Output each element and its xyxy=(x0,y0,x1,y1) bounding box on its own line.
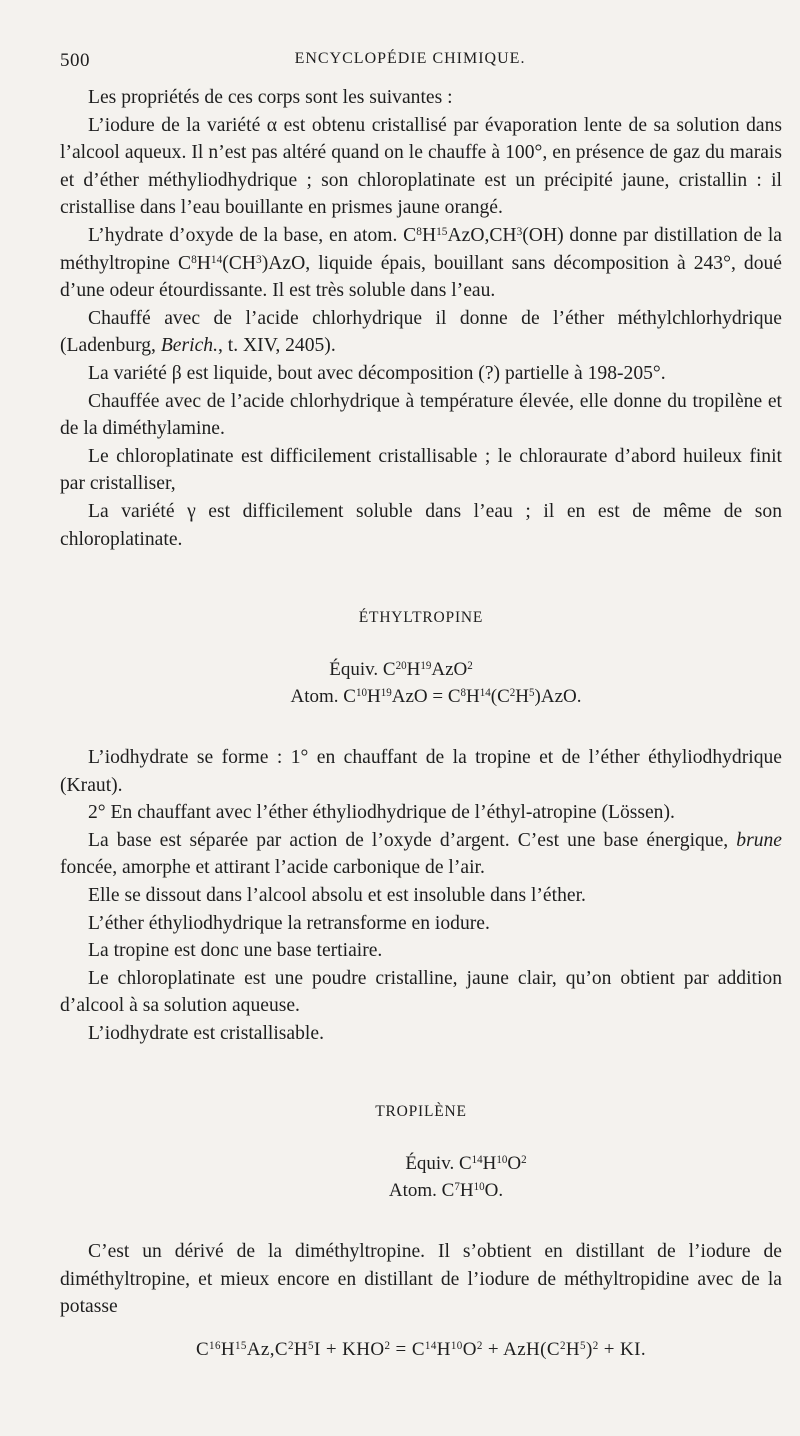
section-properties xyxy=(60,84,782,553)
equiv-formula: Équiv. $C^{20}H^{19}AzO^2$ xyxy=(329,659,473,680)
paragraph: 2° En chauffant avec l’éther éthyliodhydrique de l’éthyl-atropine (Lössen). xyxy=(88,802,675,824)
paragraph: Le chloroplatinate est difficilement cristallisable ; le chloraurate d’abord huileux finit par cristalliser, xyxy=(60,445,782,495)
paragraph: La variété γ est difficilement soluble dans l’eau ; il en est de même de son chloroplatinate. xyxy=(60,500,782,550)
page-number: 500 xyxy=(60,50,90,71)
paragraph: La base est séparée par action de l’oxyde d’argent. C’est une base énergique, brune foncée, amorphe et attirant l’acide carbonique de l’air. xyxy=(60,829,782,879)
section-ethyltropine xyxy=(60,744,782,1048)
paragraph: L’iodhydrate se forme : 1° en chauffant de la tropine et de l’éther éthyliodhydrique (Kraut). xyxy=(60,747,782,796)
tropilene-formulas xyxy=(60,1150,782,1204)
tropilene-header xyxy=(60,1098,782,1126)
running-title: ENCYCLOPÉDIE CHIMIQUE. xyxy=(294,50,526,67)
paragraph: L’éther éthyliodhydrique la retransforme en iodure. xyxy=(88,912,490,934)
paragraph: Le chloroplatinate est une poudre cristalline, jaune clair, qu’on obtient par addition d’alcool à sa solution aqueuse. xyxy=(60,967,782,1017)
section-tropilene xyxy=(60,1238,782,1321)
ethyltropine-header xyxy=(60,604,782,632)
paragraph: L’iodhydrate est cristallisable. xyxy=(88,1022,324,1044)
page-header xyxy=(60,50,760,76)
paragraph: L’hydrate d’oxyde de la base, en atom. $C^8H^{15}AzO,CH^3(OH)$ donne par distillation de la méthyltropine $C^8H^{14}(CH^3)AzO$, liquide épais, bouillant sans décomposition à 243°, doué d’une odeur étourdissante. Il est très soluble dans l’eau. xyxy=(60,224,783,302)
paragraph: L’iodure de la variété α est obtenu cristallisé par évaporation lente de sa solution dans l’alcool aqueux. Il n’est pas altéré quand on le chauffe à 100°, en présence de gaz du marais et d’éther méthyliodhydrique ; son chloroplatinate est un précipité jaune, cristallin : il cristallise dans l’eau bouillante en prismes jaune orangé. xyxy=(60,114,782,219)
paragraph: La variété β est liquide, bout avec décomposition (?) partielle à 198-205°. xyxy=(88,362,666,384)
paragraph: C’est un dérivé de la diméthyltropine. Il s’obtient en distillant de l’iodure de diméthyltropine, et mieux encore en distillant de l’iodure de méthyltropidine avec de la potasse xyxy=(60,1241,782,1318)
section-heading: TROPILÈNE xyxy=(375,1103,467,1120)
equiv-formula: Équiv. $C^{14}H^{10}O^2$ xyxy=(405,1153,527,1174)
paragraph: Les propriétés de ces corps sont les suivantes : xyxy=(88,87,453,108)
ethyltropine-formulas xyxy=(60,656,782,710)
tropilene-equation xyxy=(60,1336,782,1364)
paragraph: Chauffé avec de l’acide chlorhydrique il donne de l’éther méthylchlorhydrique (Ladenburg, Berich., t. XIV, 2405). xyxy=(60,307,782,357)
paragraph: Chauffée avec de l’acide chlorhydrique à température élevée, elle donne du tropilène et de la diméthylamine. xyxy=(60,390,782,440)
section-heading: ÉTHYLTROPINE xyxy=(358,609,484,626)
paragraph: La tropine est donc une base tertiaire. xyxy=(88,940,383,962)
chemical-equation: $C^{16}H^{15}Az,C^2H^5I + KHO^2 = C^{14}H^{10}O^2 + AzH(C^2H^5)^2$ + KI. xyxy=(195,1339,647,1360)
atom-formula: Atom. $C^{10}H^{19}AzO = C^8H^{14}(C^2H^5)AzO$. xyxy=(290,686,582,707)
paragraph: Elle se dissout dans l’alcool absolu et est insoluble dans l’éther. xyxy=(88,884,586,906)
atom-formula: Atom. $C^7H^{10}O$. xyxy=(388,1180,504,1201)
